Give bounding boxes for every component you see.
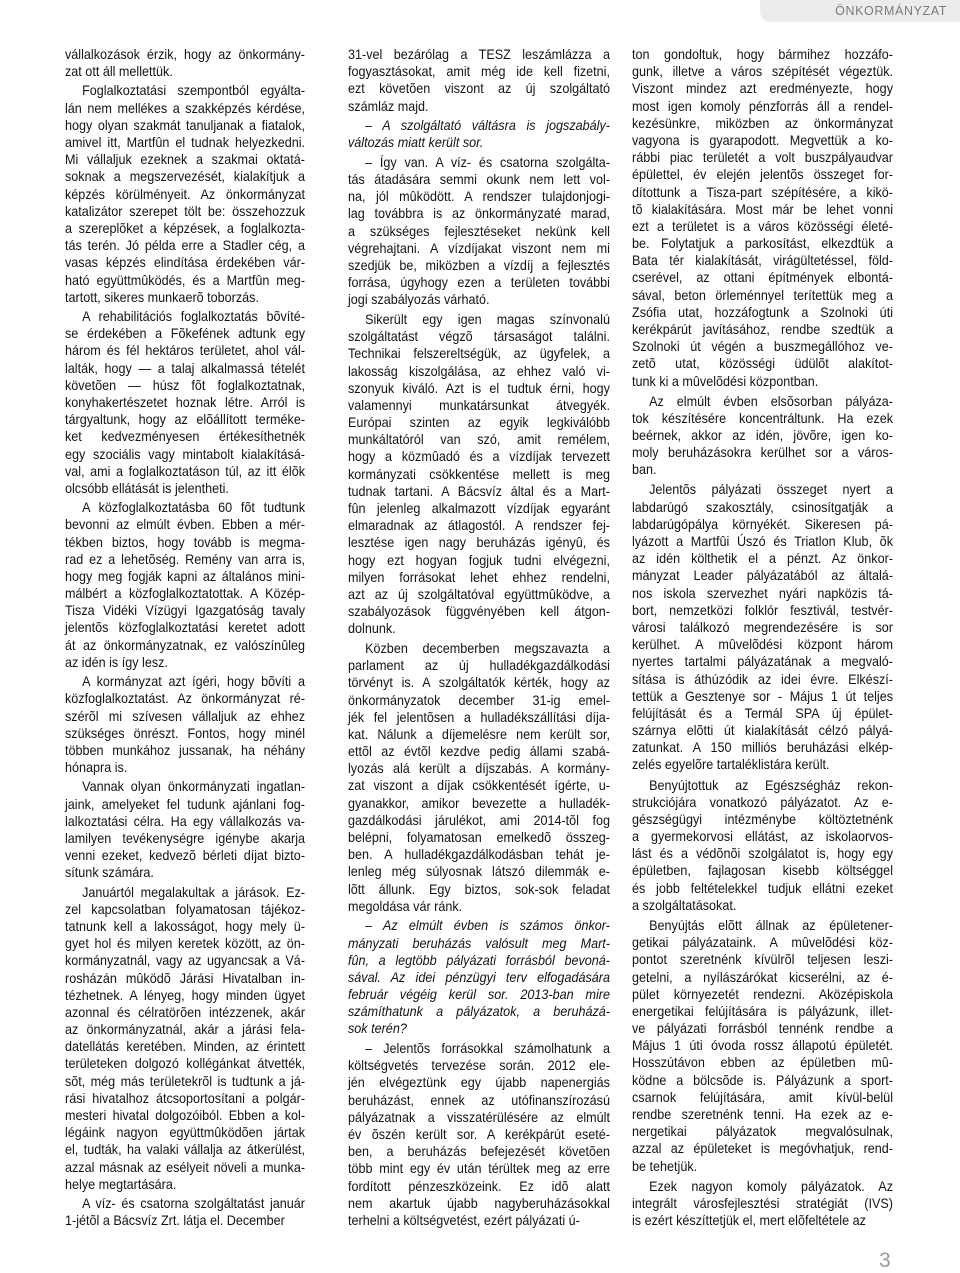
text-line: ton gondoltuk, hogy bármihez hozzáfo- bbox=[632, 46, 893, 62]
text-line: többen munkához jussanak, ha néhány bbox=[65, 741, 306, 758]
text-line: épülettel, év elején jelentõs összeget for- bbox=[632, 166, 893, 183]
text-line: lán nem mellékes a szakképzés kérdése, bbox=[65, 99, 306, 116]
text-line: több mint egy év után térültek meg az erre bbox=[348, 1160, 610, 1177]
text-line: Zsófia utat, hozzáfogtunk a Szolnoki úti bbox=[632, 303, 893, 320]
text-line: Hosszútávon ebben az épületben mû- bbox=[632, 1054, 893, 1071]
text-line: zel kapcsolatban folyamatosan tájékoz- bbox=[65, 900, 306, 917]
text-line: ettõl az évtõl kezdve pedig állami szabá- bbox=[348, 743, 610, 760]
text-line: kormányzati csökkentése mellett is meg bbox=[348, 465, 610, 482]
text-line: vagyona is gyarapodott. Megvettük a ko- bbox=[632, 131, 893, 148]
text-line: Bata tér kialakítását, virágültetéssel, föld- bbox=[632, 252, 893, 269]
text-line: vállalkozások érzik, hogy az önkormány- bbox=[65, 46, 306, 62]
text-line: Technikai felszereltségük, az ügyfelek, a bbox=[348, 345, 610, 362]
article-column-2 bbox=[348, 46, 610, 1229]
text-line: hogy a közmûadó és a vízdíjak tervezett bbox=[348, 448, 610, 465]
text-line: év õszén került sor. A kerékpárút eseté- bbox=[348, 1125, 610, 1142]
text-line: számíthatunk a pályázatok, a beruházá- bbox=[348, 1003, 610, 1020]
text-line: nergetikai pályázatok megvalósulnak, bbox=[632, 1123, 893, 1140]
text-line: datellátás keretében. Minden, az érintett bbox=[65, 1038, 306, 1055]
paragraph bbox=[632, 917, 893, 1175]
text-line: nyertes tartalmi pályázatának a megvaló- bbox=[632, 653, 893, 670]
text-line: munkáltatóról van szó, amit remélem, bbox=[348, 431, 610, 448]
text-line: azonnal és célratörõen intézzenek, akár bbox=[65, 1003, 306, 1020]
text-line: tettük a Gesztenye sor - Május 1 út teljes bbox=[632, 687, 893, 704]
text-line: konyhakertészetet hoznak létre. Arról is bbox=[65, 393, 306, 410]
text-line: lyázott a Martfûi Úszó és Triatlon Klub, õk bbox=[632, 533, 893, 550]
text-line: jaink, amelyeket fel tudunk ajánlani fog- bbox=[65, 795, 306, 812]
paragraph bbox=[348, 917, 610, 1037]
text-line: – A szolgáltató váltásra is jogszabály- bbox=[365, 117, 610, 134]
paragraph bbox=[348, 46, 610, 115]
text-line: Mi vállaljuk ezeknek a szakmai oktatá- bbox=[65, 151, 306, 168]
text-line: nem akartuk újabb nagyberuházásokkal bbox=[348, 1194, 610, 1211]
text-line: zetõ utat, közösségi üdülõt alakítot- bbox=[632, 355, 893, 372]
text-line: moly beruházásokra kerülhet sor a város- bbox=[632, 444, 893, 461]
text-line: katalizátor szerepet tölt be: összehozzuk bbox=[65, 202, 306, 219]
text-line: integrált városfejlesztési stratégiát (IVS) bbox=[632, 1194, 893, 1211]
text-line: rosházán mûködõ Járási Hivatalban in- bbox=[65, 969, 306, 986]
paragraph bbox=[348, 640, 610, 915]
paragraph bbox=[65, 884, 305, 1193]
text-line: ható együttmûködés, és a Martfûn meg- bbox=[65, 271, 306, 288]
text-line: tás terén. Jó példa erre a Stadler cég, a bbox=[65, 237, 306, 254]
text-line: épületben, fajlagosan kisebb költséggel bbox=[632, 862, 893, 879]
text-line: február végéig kerül sor. 2013-ban mire bbox=[348, 986, 610, 1003]
text-line: azzal másnak az esélyeit növeli a munka- bbox=[65, 1158, 306, 1175]
text-line: fûn, a legtöbb pályázati forrásból bevoná- bbox=[348, 951, 610, 968]
text-line: is ezért készíttetjük el, mert elõfeltétele az bbox=[632, 1212, 866, 1229]
paragraph bbox=[65, 1195, 305, 1229]
text-line: fûn jelenleg alkalmazott vízdíjak egyaránt bbox=[348, 500, 610, 517]
text-line: a szolgáltatásokat. bbox=[632, 896, 737, 913]
text-line: venni ezeket, kedvezõ bérleti díjat bizto- bbox=[65, 847, 306, 864]
text-line: jogi szabályozás várható. bbox=[348, 291, 490, 308]
text-line: Viszont mindez azt eredményezte, hogy bbox=[632, 80, 893, 97]
paragraph bbox=[348, 311, 610, 638]
text-line: lenleg még súlyosnak látszó dilemmák e- bbox=[348, 863, 610, 880]
text-line: lyozás alá került a díjszabás. A kormány- bbox=[348, 760, 610, 777]
text-line: lakosság kiszolgálása, az ehhez való vi- bbox=[348, 362, 610, 379]
text-line: most igen komoly pénzforrás áll a rendel- bbox=[632, 97, 893, 114]
text-line: Jelentõs pályázati összeget nyert a bbox=[649, 481, 893, 498]
text-line: önkormányzatok december 31-ig emel- bbox=[348, 691, 610, 708]
text-line: az idén is így lesz. bbox=[65, 653, 168, 670]
paragraph bbox=[65, 46, 305, 80]
text-line: se érdekében a Fõkefének adtunk egy bbox=[65, 325, 306, 342]
text-line: szérõl mi szívesen vállaljuk az ehhez bbox=[65, 707, 306, 724]
text-line: terhelni a költségvetést, ezért pályázati ú- bbox=[348, 1211, 580, 1228]
text-line: gyet hol és milyen keretek között, az ön- bbox=[65, 935, 306, 952]
text-line: Május 1 úti óvoda rossz állapotú épületét. bbox=[632, 1037, 893, 1054]
text-line: tudnak tartani. A Bácsvíz által és a Mart- bbox=[348, 482, 610, 499]
text-line: dolnunk. bbox=[348, 620, 396, 637]
text-line: át az önkormányzatnak, ez valószínûleg bbox=[65, 636, 306, 653]
text-line: ezt a területet is a város közösségi életé- bbox=[632, 217, 893, 234]
text-line: az önkormányzatnál, akár a járási fela- bbox=[65, 1021, 306, 1038]
text-line: be tehetjük. bbox=[632, 1157, 698, 1174]
text-line: ket kedvezményesen értékesíthetnék bbox=[65, 428, 306, 445]
text-line: – Így van. A víz- és csatorna szolgálta- bbox=[365, 153, 610, 170]
text-line: fordított pénzeszközeink. Ez idõ alatt bbox=[348, 1177, 610, 1194]
section-title: ÖNKORMÁNYZAT bbox=[835, 4, 947, 18]
text-line: lalkoztatási célra. Ha egy vállalkozás va- bbox=[65, 812, 306, 829]
text-line: sok terén? bbox=[348, 1020, 407, 1037]
text-line: labdarúgópálya környékét. Sikeresen pá- bbox=[632, 515, 893, 532]
text-line: belépni, folyamatosan emelkedõ összeg- bbox=[348, 829, 610, 845]
text-line: tatnunk kell a lakosságot, hogy mely ü- bbox=[65, 917, 306, 934]
text-line: strukciójára vonatkozó pályázatot. Az e- bbox=[632, 793, 893, 810]
article-column-1 bbox=[65, 46, 305, 1229]
text-line: fogyasztásokat, amit még ide kell fizetni, bbox=[348, 63, 610, 80]
text-line: számláz majd. bbox=[348, 97, 429, 114]
text-line: be. Folytatjuk a parkosítást, elkezdtük a bbox=[632, 235, 893, 252]
text-line: tok készítésére koncentráltunk. Ha ezek bbox=[632, 409, 893, 426]
text-line: tartott, sikeres munkaerõ toborzás. bbox=[65, 288, 259, 305]
text-line: azzal az épületeket is megóvhatjuk, rend- bbox=[632, 1140, 893, 1157]
text-line: tás átadására semmi okunk nem lett vol- bbox=[348, 171, 610, 188]
text-line: jelentõs közfoglalkoztatási keretet adott bbox=[65, 619, 306, 636]
text-line: tékben biztos, hogy tovább is megma- bbox=[65, 533, 306, 550]
text-line: jék fel jelentõsen a hulladékszállítási díja- bbox=[348, 708, 610, 725]
text-line: ban. bbox=[632, 461, 657, 478]
page-number: 3 bbox=[879, 1249, 891, 1272]
text-line: városi találkozó megrendezésére is sor bbox=[632, 618, 893, 635]
text-line: mesteri hivatal dolgozóiból. Ebben a kol- bbox=[65, 1107, 306, 1123]
text-line: rad ez a lehetõség. Remény van arra is, bbox=[65, 550, 306, 567]
paragraph bbox=[632, 777, 893, 915]
text-line: tunk ki a mûvelõdési központban. bbox=[632, 372, 819, 389]
text-line: cserével, az ottani építmények elbontá- bbox=[632, 269, 893, 286]
text-line: bevonni az elmúlt évben. Ebben a mér- bbox=[65, 516, 306, 533]
text-line: ve pályázati forrásból tennénk rendbe a bbox=[632, 1020, 893, 1037]
text-line: 1-jétõl a Bácsvíz Zrt. látja el. December bbox=[65, 1212, 285, 1229]
text-line: kerékpárút javításához, rendbe szedtük a bbox=[632, 321, 893, 337]
text-line: Szolnoki út végén a buszmegállóhoz ve- bbox=[632, 338, 893, 355]
text-line: bort, nemzetközi folklór fesztivál, testvér- bbox=[632, 601, 893, 618]
text-line: sítunk számára. bbox=[65, 864, 154, 881]
text-line: gunk, illetve a város szépítését végeztük. bbox=[632, 63, 893, 80]
text-line: szolgáltatást végzõ társaságot találni. bbox=[348, 328, 610, 345]
text-line: megoldása vár ránk. bbox=[348, 897, 463, 914]
text-line: ben, a beruházás befejezését követõen bbox=[348, 1143, 610, 1160]
text-line: nos iskola szervezhet nyári napközis tá- bbox=[632, 584, 893, 601]
text-line: szabályozások függvényében kell átgon- bbox=[348, 603, 610, 620]
text-line: tézhetnek. A lényeg, hogy minden ügyet bbox=[65, 986, 306, 1003]
text-line: labdarúgó szakosztály, csinosítgatják a bbox=[632, 498, 893, 515]
text-line: getikai pályázataink. A mûvelõdési köz- bbox=[632, 934, 893, 951]
text-line: forrása, úgyhogy ezen a területen további bbox=[348, 274, 610, 291]
text-line: vasas képzés elindítása érdekében vár- bbox=[65, 254, 306, 271]
paragraph bbox=[65, 82, 305, 305]
text-line: Foglalkoztatási szempontból egyálta- bbox=[82, 82, 306, 99]
text-line: sával, beton örleménnyel terítettük meg a bbox=[632, 286, 893, 303]
paragraph bbox=[632, 46, 893, 390]
text-line: kormányzatnál, vagy az ugyancsak a Vá- bbox=[65, 952, 306, 969]
text-line: Sikerült egy igen magas színvonalú bbox=[365, 310, 610, 327]
text-line: törvényt is. A szolgáltatók kérték, hogy az bbox=[348, 674, 610, 691]
text-line: elmaradnak az átlagostól. A rendszer fej- bbox=[348, 517, 610, 534]
text-line: ben. A hulladékgazdálkodásban tehát je- bbox=[348, 846, 610, 863]
text-line: A víz- és csatorna szolgáltatást január bbox=[82, 1195, 306, 1212]
text-line: soknak a megszervezését, kialakítjuk a bbox=[65, 168, 306, 185]
text-line: Az elmúlt évben elsõsorban pályáza- bbox=[649, 392, 893, 409]
text-line: A rehabilitációs foglalkoztatás bõvíté- bbox=[82, 308, 306, 324]
text-line: hogy olyan szakmát tanuljanak a fiatalok, bbox=[65, 116, 306, 133]
text-line: és jobb feltételekkel tudjuk ellátni ezeket bbox=[632, 879, 893, 896]
text-line: helye megtartására. bbox=[65, 1175, 177, 1192]
text-line: ködne a bölcsõde is. Pályázunk a sport- bbox=[632, 1071, 893, 1088]
text-line: 31-vel bezárólag a TESZ leszámlázza a bbox=[348, 46, 610, 62]
text-line: lást és a védõnõi szolgálatot is, hogy egy bbox=[632, 845, 893, 862]
text-line: valamennyi munkatársunkat átvegyék. bbox=[348, 396, 610, 413]
paragraph bbox=[348, 117, 610, 151]
text-line: A kormányzat azt ígéri, hogy bõvíti a bbox=[82, 673, 306, 690]
text-line: mányzat Leader pályázatából az általá- bbox=[632, 567, 893, 584]
text-line: – Jelentõs forrásokkal számolhatunk a bbox=[365, 1040, 610, 1057]
text-line: légáink nagyon együttmûködõen jártak bbox=[65, 1124, 306, 1141]
text-line: Benyújtás elõtt állnak az épületener- bbox=[649, 916, 893, 933]
text-line: Januártól megalakultak a járások. Ez- bbox=[82, 883, 306, 900]
text-line: egy szociális vagy mintabolt kialakításá- bbox=[65, 445, 306, 462]
paragraph bbox=[348, 154, 610, 309]
text-line: lalták, hogy — a talaj alkalmassá tételét bbox=[65, 359, 306, 376]
text-line: gyanakkor, amikor bevezette a hulladék- bbox=[348, 794, 610, 811]
text-line: zelés egyelõre tartaléklistára került. bbox=[632, 756, 830, 773]
text-line: el, tudták, ha valaki vállalja az átkerülést, bbox=[65, 1141, 306, 1158]
text-line: közfoglalkoztatást. Az önkormányzat ré- bbox=[65, 690, 306, 707]
text-line: beérnek, akkor az idén, jövõre, igen ko- bbox=[632, 427, 893, 444]
paragraph bbox=[348, 1040, 610, 1229]
text-line: lamilyen tevékenységre igénybe akarja bbox=[65, 829, 306, 846]
text-line: getelni, a nyílászárókat kicserélni, az é- bbox=[632, 968, 893, 985]
text-line: azt az új szolgáltatóval együttmûködve, a bbox=[348, 585, 610, 602]
text-line: zat ott áll mellettük. bbox=[65, 63, 173, 80]
text-line: ezt követõen viszont az új szolgáltató bbox=[348, 80, 610, 97]
text-line: rábbi piac területét a volt buszpályaudvar bbox=[632, 149, 893, 166]
paragraph bbox=[65, 499, 305, 671]
text-line: Vannak olyan önkormányzati ingatlan- bbox=[82, 778, 306, 795]
paragraph bbox=[632, 393, 893, 479]
text-line: málbért a közfoglalkoztatottak. A Közép- bbox=[65, 585, 306, 602]
text-line: Európai szinten az egyik legkiválóbb bbox=[348, 414, 610, 431]
text-line: változás miatt került sor. bbox=[348, 134, 484, 151]
text-line: Benyújtottuk az Egészségház rekon- bbox=[649, 776, 893, 793]
text-line: sával. Az idei pénzügyi terv elfogadására bbox=[348, 968, 610, 985]
text-line: végrehajtani. A vízdíjakat viszont nem mi bbox=[348, 239, 610, 256]
text-line: – Az elmúlt évben is számos önkor- bbox=[365, 917, 610, 934]
text-line: lõtt állunk. Egy biztos, sok-sok feladat bbox=[348, 880, 610, 897]
text-line: kat. Nálunk a díjemelésre nem került sor, bbox=[348, 725, 610, 742]
text-line: képzés körülményeit. Az önkormányzat bbox=[65, 185, 306, 202]
text-line: energetikai felújítására is pályázunk, illet- bbox=[632, 1002, 893, 1019]
text-line: Közben decemberben megszavazta a bbox=[365, 639, 610, 656]
paragraph bbox=[632, 481, 893, 773]
text-line: a szükséges fejlesztéseket nekünk kell bbox=[348, 222, 610, 239]
text-line: hogy meg fogják kapni az általános mini- bbox=[65, 567, 306, 584]
text-line: szedjük be, miközben a vízdíj a fejlesztés bbox=[348, 257, 610, 274]
text-line: rendbe szeretnénk tenni. Ha ezek az e- bbox=[632, 1106, 893, 1122]
text-line: csarnok felújítására, amit kívül-belül bbox=[632, 1088, 893, 1105]
text-line: zat viszont a díjak csökkentését ígérte, u- bbox=[348, 777, 610, 794]
text-line: követõen — húsz fõt foglalkoztatnak, bbox=[65, 376, 306, 393]
text-line: kezésünkre, miközben az önkormányzat bbox=[632, 114, 893, 131]
text-line: tárgyaltunk, hogy az elõállított terméke- bbox=[65, 411, 306, 428]
text-line: három és fél hektáros területet, ahol vál- bbox=[65, 342, 306, 359]
text-line: A közfoglalkoztatásba 60 fõt tudtunk bbox=[82, 499, 306, 516]
text-line: rási hivatalhoz átcsoportosítani a polgár- bbox=[65, 1089, 306, 1106]
text-line: sítása is áthúzódik az idei évre. Elkészí- bbox=[632, 670, 893, 687]
text-line: hogy ezt hogyan fogjuk tudni elvégezni, bbox=[348, 551, 610, 568]
paragraph bbox=[65, 673, 305, 776]
text-line: milyen forrásokat lehet ehhez rendelni, bbox=[348, 568, 610, 585]
paragraph bbox=[65, 308, 305, 497]
text-line: hónapra is. bbox=[65, 759, 128, 776]
text-line: sõt, még más területekrõl is tudtunk a já- bbox=[65, 1072, 306, 1089]
text-line: a szereplõket a képzések, a foglalkozta- bbox=[65, 219, 306, 236]
text-line: pontot szeretnénk kívülrõl teljesen leszi- bbox=[632, 951, 893, 968]
text-line: lag továbbra is az önkormányzaté marad, bbox=[348, 205, 610, 222]
paragraph bbox=[632, 1178, 893, 1230]
text-line: olcsóbb ellátását is jelentheti. bbox=[65, 479, 229, 496]
text-line: pület környezetét rendezni. Aközépiskola bbox=[632, 985, 893, 1002]
text-line: pályázatnak a visszatérülésére az elmúlt bbox=[348, 1108, 610, 1125]
text-line: beruházást, ennek az utófinanszírozású bbox=[348, 1091, 610, 1108]
text-line: amivel itt, Martfûn el tudnak helyezkedni. bbox=[65, 134, 306, 151]
text-line: gészségügyi intézménybe költöztetnénk bbox=[632, 810, 893, 827]
text-line: lesztése igen nagy beruházás igényû, és bbox=[348, 534, 610, 551]
text-line: a gyermekorvosi ellátást, az iskolaorvos- bbox=[632, 828, 893, 845]
text-line: kerülhet. A mûvelõdési központ három bbox=[632, 636, 893, 653]
text-line: parlament az új hulladékgazdálkodási bbox=[348, 657, 610, 674]
article-column-3 bbox=[632, 46, 893, 1229]
text-line: Ezek nagyon komoly pályázatok. Az bbox=[649, 1177, 893, 1194]
text-line: az idén költhetik el a pénzt. Az önkor- bbox=[632, 550, 893, 567]
text-line: jén elvégeztünk egy újabb napenergiás bbox=[348, 1074, 610, 1091]
text-line: mányzati beruházás valósult meg Mart- bbox=[348, 934, 610, 951]
text-line: tõ kialakítására. Most már be lehet vonni bbox=[632, 200, 893, 217]
paragraph bbox=[65, 778, 305, 881]
text-line: szonyuk kiváló. Azt is el tudtuk érni, hogy bbox=[348, 379, 610, 396]
text-line: területeken dolgozó kollégánkat átvették, bbox=[65, 1055, 306, 1072]
text-line: zatunkat. A 150 milliós beruházási elkép- bbox=[632, 739, 893, 756]
text-line: dítottunk a Tisza-part szépítésére, a kikö- bbox=[632, 183, 893, 200]
text-line: szükséges önrészt. Fontos, hogy minél bbox=[65, 724, 306, 741]
text-line: val, ami a foglalkoztatáson túl, az itt élõk bbox=[65, 462, 306, 479]
text-line: Tisza Vidéki Vízügyi Igazgatóság tavaly bbox=[65, 602, 306, 619]
text-line: szárnya elõtti út kialakítását célzó pályá- bbox=[632, 722, 893, 739]
text-line: költségvetés tervezése során. 2012 ele- bbox=[348, 1057, 610, 1074]
text-line: na, jól mûködött. A rendszer tulajdonjogi- bbox=[348, 188, 610, 205]
text-line: gazdálkodási járulékot, ami 2014-tõl fog bbox=[348, 811, 610, 828]
text-line: felújítását és a Termál SPA új épület- bbox=[632, 704, 893, 721]
